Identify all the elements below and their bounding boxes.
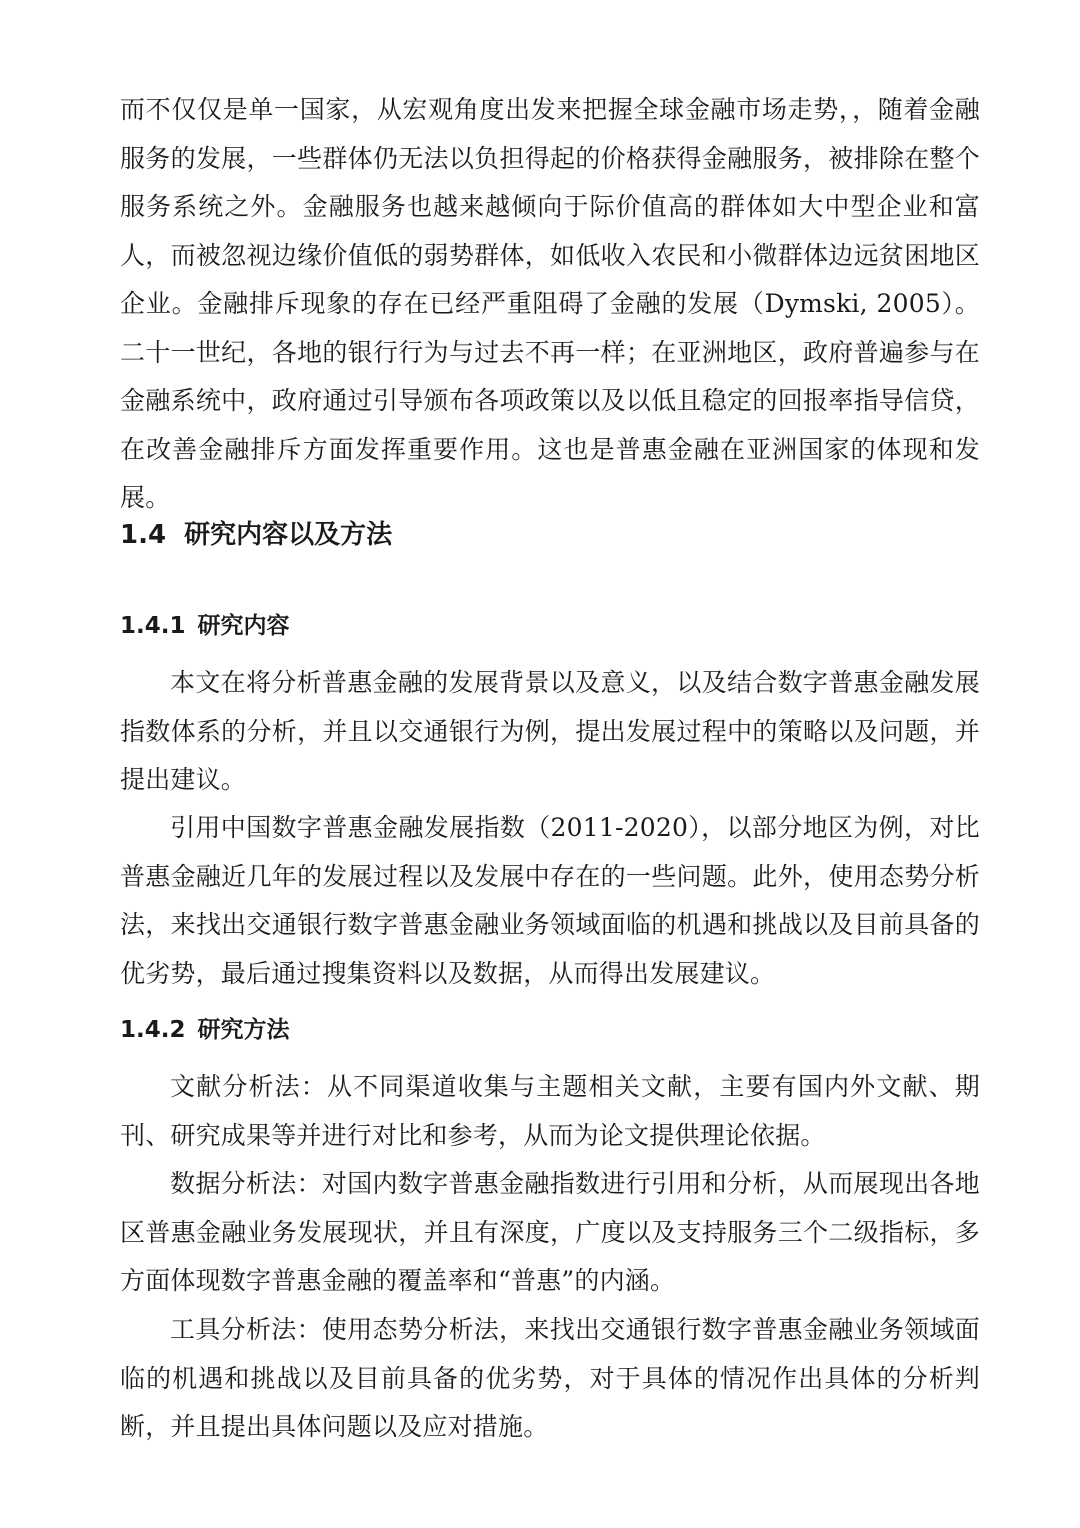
intro-paragraph: 而不仅仅是单一国家，从宏观角度出发来把握全球金融市场走势，，随着金融服务的发展，一些群体仍无法以负担得起的价格获得金融服务，被排除在整个服务系统之外。金融服务也越来越倾向于际价值高的群体如大中型企业和富人，而被忽视边缘价值低的弱势群体，如低收入农民和小微群体边远贫困地区企业。金融排斥现象的存在已经严重阻碍了金融的发展（Dymski, 2005）。二十一世纪，各地的银行行为与过去不再一样；在亚洲地区，政府普遍参与在金融系统中，政府通过引导颁布各项政策以及以低且稳定的回报率指导信贷，在改善金融排斥方面发挥重要作用。这也是普惠金融在亚洲国家的体现和发展。 [120,95,980,512]
method-data-paragraph: 数据分析法：对国内数字普惠金融指数进行引用和分析，从而展现出各地区普惠金融业务发展现状，并且有深度，广度以及支持服务三个二级指标，多方面体现数字普惠金融的覆盖率和“普惠”的内涵。 [120,1169,980,1295]
subsection-heading-1-4-2 [120,1015,290,1045]
subsection-title: 研究内容 [197,613,290,639]
subsection-title: 研究方法 [197,1017,290,1043]
method-literature-paragraph: 文献分析法：从不同渠道收集与主题相关文献，主要有国内外文献、期刊、研究成果等并进行对比和参考，从而为论文提供理论依据。 [120,1072,980,1150]
research-content-paragraph-1: 本文在将分析普惠金融的发展背景以及意义，以及结合数字普惠金融发展指数体系的分析，并且以交通银行为例，提出发展过程中的策略以及问题，并提出建议。 [120,668,980,794]
subsection-number: 1.4.2 [120,1017,186,1043]
method-tool-paragraph: 工具分析法：使用态势分析法，来找出交通银行数字普惠金融业务领域面临的机遇和挑战以及目前具备的优劣势，对于具体的情况作出具体的分析判断，并且提出具体问题以及应对措施。 [120,1315,980,1441]
subsection-heading-1-4-1 [120,611,290,641]
research-content-paragraph-2: 引用中国数字普惠金融发展指数（2011-2020），以部分地区为例，对比普惠金融近几年的发展过程以及发展中存在的一些问题。此外，使用态势分析法，来找出交通银行数字普惠金融业务领域面临的机遇和挑战以及目前具备的优劣势，最后通过搜集资料以及数据，从而得出发展建议。 [120,813,980,988]
section-number: 1.4 [120,520,167,550]
subsection-number: 1.4.1 [120,613,186,639]
section-heading-1-4 [120,518,392,552]
section-title: 研究内容以及方法 [184,520,393,550]
